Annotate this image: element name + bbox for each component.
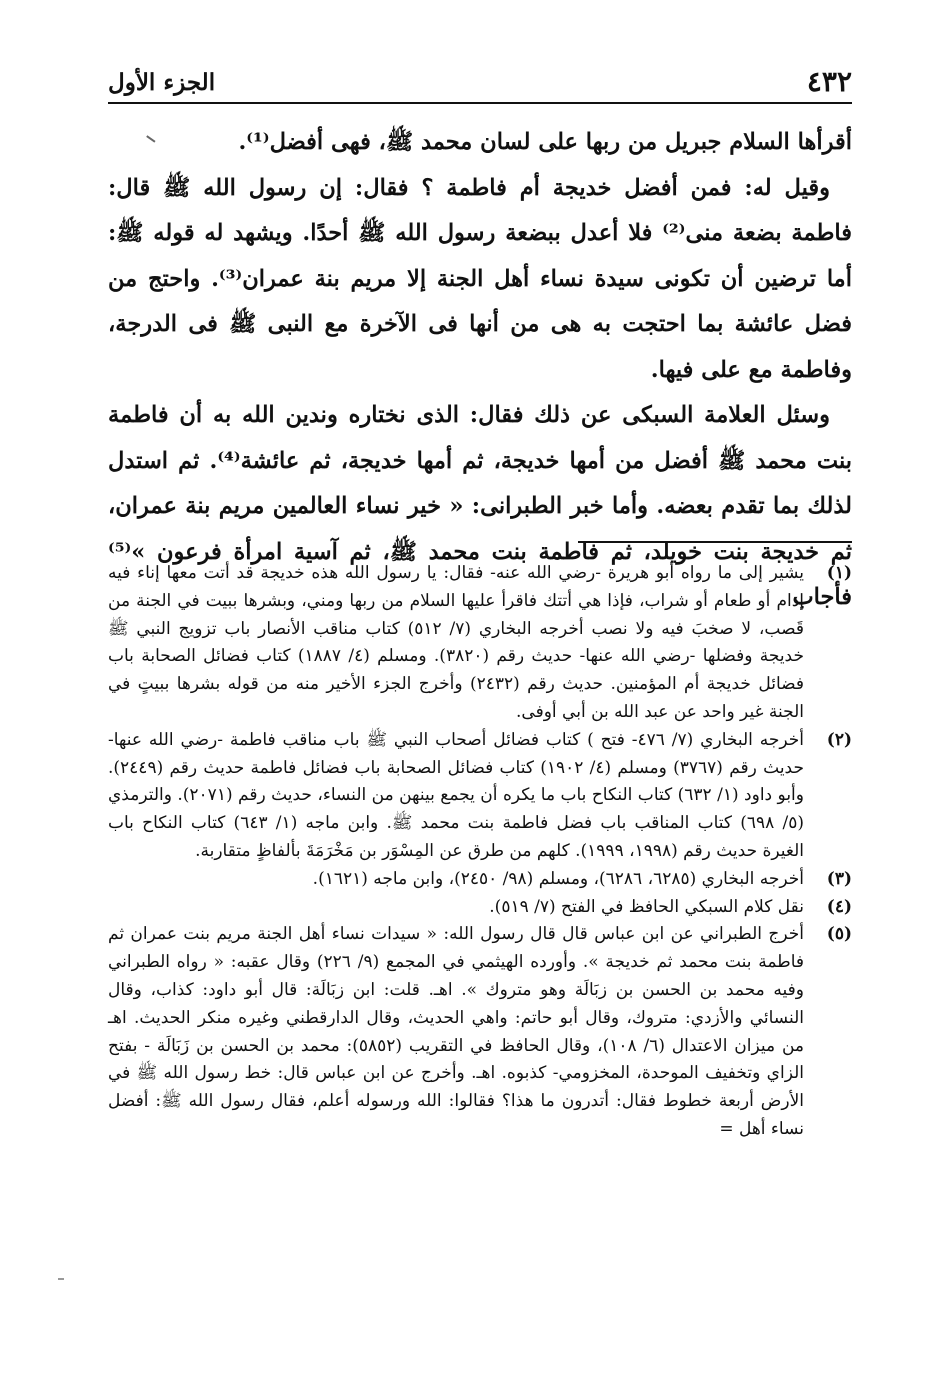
footnote-text: يشير إلى ما رواه أبو هريرة -رضي الله عنه- فقال: يا رسول الله هذه خديجة قد أتت معها إناء فيه إدام أو طعام أو شراب، فإذا هي أتتك فاقرأ عليها السلام من ربها ومني، وبشرها ببيت في الجنة من قَصب، لا صخبَ فيه ولا نصب أخرجه البخاري (٧/ ٥١٢) كتاب مناقب الأنصار باب تزويج النبي ﷺ خديجة وفضلها -رضي الله عنها- حديث رقم (٣٨٢٠). ومسلم (٤/ ١٨٨٧) كتاب فضائل الصحابة باب فضائل خديجة أم المؤمنين. حديث رقم (٢٤٣٢) وأخرج الجزء الأخير منه من قوله بشرها ببيتٍ في الجنة غير واحد عن عبد الله بن أبي أوفى.: [108, 563, 804, 722]
footnote: [108, 921, 852, 1143]
footnote-text: أخرج الطبراني عن ابن عباس قال قال رسول الله: « سيدات نساء أهل الجنة مريم بنت عمران ثم فاطمة بنت محمد ثم خديجة ». وأورده الهيثمي في المجمع (٩/ ٢٢٦) وقال عقبه: « رواه الطبراني وفيه محمد بن الحسن بن زبَالَة وهو متروك ». اهـ. قلت: ابن زبَالَة: قال أبو داود: كذاب، وقال النسائي والأزدي: متروك، وقال أبو حاتم: واهي الحديث، وقال الدارقطني وغيره منكر الحديث. اهـ من ميزان الاعتدال (٦/ ١٠٨)، وقال الحافظ في التقريب (٥٨٥٢): محمد بن الحسن بن زَبَالَة - بفتح الزاي وتخفيف الموحدة، المخزومي- كذبوه. اهـ. وأخرج عن ابن عباس قال: خط رسول الله ﷺ في الأرض أربعة خطوط فقال: أتدرون ما هذا؟ فقالوا: الله ورسوله أعلم، فقال رسول الله ﷺ: أفضل نساء أهل =: [108, 924, 804, 1139]
footnotes: [108, 560, 852, 1144]
footnote-text: أخرجه البخاري (٦٢٨٥، ٦٢٨٦)، ومسلم (٩٨/ ٢٤٥٠)، وابن ماجه (١٦٢١).: [312, 868, 804, 889]
footnote-divider: [578, 541, 852, 543]
footnote-number: (٥): [826, 924, 852, 945]
footnote-number: (١): [826, 563, 852, 583]
footnote-text: نقل كلام السبكي الحافظ في الفتح (٧/ ٥١٩).: [489, 896, 804, 917]
paragraph: أقرأها السلام جبريل من ربها على لسان محمد ﷺ، فهى أفضل⁽¹⁾.: [238, 129, 852, 155]
paragraph: وسئل العلامة السبكى عن ذلك فقال: الذى نختاره وندين الله به أن فاطمة بنت محمد ﷺ أفضل من أمها خديجة، ثم أمها خديجة، ثم عائشة⁽⁴⁾. ثم استدل لذلك بما تقدم بعضه. وأما خبر الطبرانى: « خير نساء العالمين مريم بنة عمران، ثم خديجة بنت خويلد، ثم فاطمة بنت محمد ﷺ، ثم آسية امرأة فرعون »⁽⁵⁾ فأجاب: [108, 402, 852, 610]
page-header: [108, 56, 852, 104]
page-number: ٤٣٢: [806, 65, 852, 98]
footnote-text: أخرجه البخاري (٧/ ٤٧٦- فتح ) كتاب فضائل أصحاب النبي ﷺ باب مناقب فاطمة -رضي الله عنها- حديث رقم (٣٧٦٧) ومسلم (٤/ ١٩٠٢) كتاب فضائل الصحابة باب فضائل فاطمة حديث رقم (٢٤٤٩). وأبو داود (١/ ٦٣٢) كتاب النكاح باب ما يكره أن يجمع بينهن من النساء، حديث رقم (٢٠٧١). والترمذي (٥/ ٦٩٨) كتاب المناقب باب فضل فاطمة بنت محمد ﷺ. وابن ماجه (١/ ٦٤٣) كتاب النكاح باب الغيرة حديث رقم (١٩٩٨، ١٩٩٩). كلهم من طرق عن المِسْوَر بن مَخْرَمَةَ بألفاظٍ متقاربة.: [108, 729, 805, 861]
main-text: [108, 120, 852, 621]
running-title: الجزء الأول: [108, 69, 216, 96]
paragraph: وقيل له: فمن أفضل خديجة أم فاطمة ؟ فقال: إن رسول الله ﷺ قال: فاطمة بضعة منى⁽²⁾ فلا أعدل ببضعة رسول الله ﷺ أحدًا. ويشهد له قوله ﷺ: أما ترضين أن تكونى سيدة نساء أهل الجنة إلا مريم بنة عمران⁽³⁾. واحتج من فضل عائشة بما احتجت به هى من أنها فى الآخرة مع النبى ﷺ فى الدرجة، وفاطمة مع على فيها.: [108, 174, 852, 383]
footnote-number: (٣): [826, 868, 852, 889]
footnote: [108, 560, 852, 727]
footnote: [108, 727, 852, 866]
footnote: [108, 894, 852, 922]
footnote-number: (٢): [826, 729, 852, 750]
footnote-number: (٤): [826, 896, 852, 917]
footnote: [108, 866, 852, 894]
scan-mark: [58, 1278, 64, 1280]
